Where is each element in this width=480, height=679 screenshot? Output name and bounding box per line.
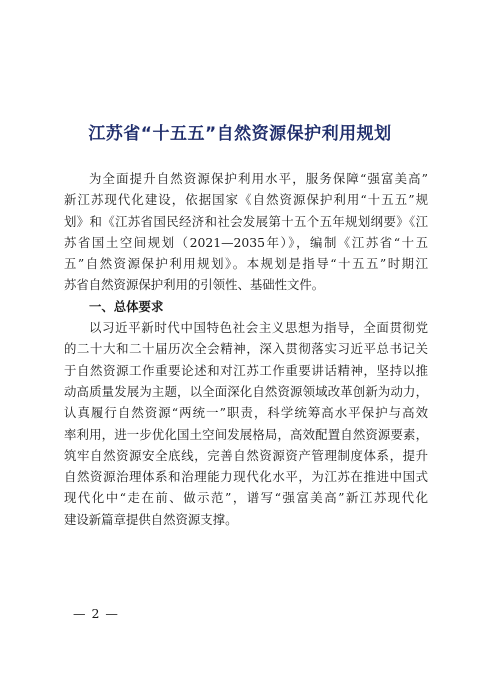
section-heading: 一、总体要求: [89, 298, 164, 314]
text-line: 以习近平新时代中国特色社会主义思想为指导，全面贯彻党: [89, 320, 428, 336]
text-line: 苏省自然资源保护利用的引领性、基础性文件。: [64, 277, 325, 293]
text-line: 划》和《江苏省国民经济和社会发展第十五个五年规划纲要》《江: [64, 213, 428, 229]
text-line: 筑牢自然资源安全底线，完善自然资源资产管理制度体系，提升: [64, 447, 428, 463]
text-line: 建设新篇章提供自然资源支撑。: [64, 511, 238, 527]
page-number: — 2 —: [73, 606, 119, 621]
text-line: 认真履行自然资源“两统一”职责，科学统筹高水平保护与高效: [64, 405, 428, 421]
text-line: 自然资源治理体系和治理能力现代化水平，为江苏在推进中国式: [64, 469, 428, 485]
text-line: 动高质量发展为主题，以全面深化自然资源领域改革创新为动力，: [64, 383, 428, 399]
text-line: 现代化中“走在前、做示范”，谱写“强富美高”新江苏现代化: [64, 490, 428, 506]
text-line: 新江苏现代化建设，依据国家《自然资源保护利用“十五五”规: [64, 192, 428, 208]
text-line: 五”自然资源保护利用规划》。本规划是指导“十五五”时期江: [64, 256, 428, 272]
text-line: 于自然资源工作重要论述和对江苏工作重要讲话精神，坚持以推: [64, 362, 428, 378]
document-body: [64, 168, 428, 530]
text-line: 率利用，进一步优化国土空间发展格局，高效配置自然资源要素，: [64, 426, 428, 442]
document-title: 江苏省“十五五”自然资源保护利用规划: [88, 124, 392, 144]
text-line: 为全面提升自然资源保护利用水平，服务保障“强富美高”: [89, 171, 428, 186]
intro-paragraph: [64, 168, 428, 296]
text-line: 苏省国土空间规划（2021—2035年）》，编制《江苏省“十五: [64, 234, 428, 250]
text-line: 的二十大和二十届历次全会精神，深入贯彻落实习近平总书记关: [64, 341, 428, 357]
section1-paragraph: [64, 317, 428, 530]
